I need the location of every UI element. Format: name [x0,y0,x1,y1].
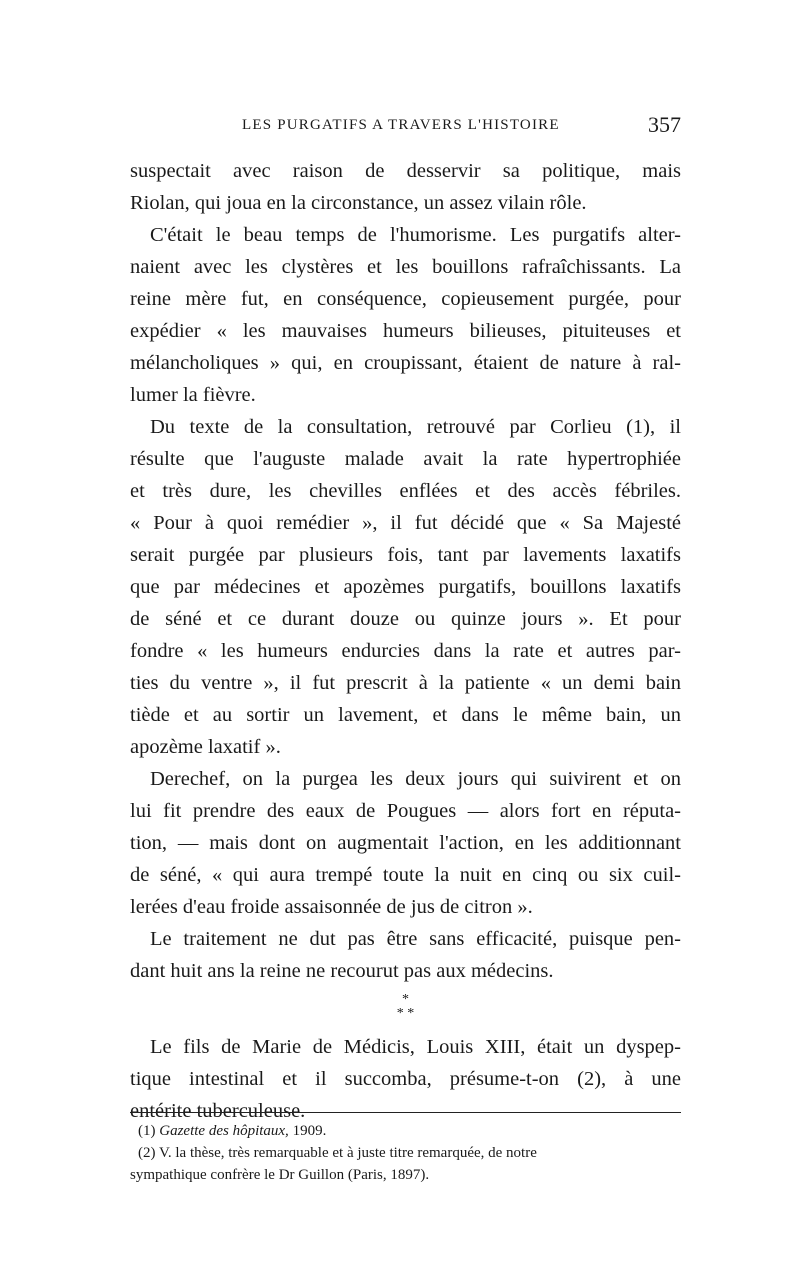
footnote-rule [130,1112,681,1113]
text-line: résulte que l'auguste malade avait la rate hypertrophiée [130,448,681,470]
text-line: Riolan, qui joua en la circonstance, un assez vilain rôle. [130,192,587,214]
text-line: C'était le beau temps de l'humorisme. Les purgatifs alter- [150,224,681,246]
text-line: dant huit ans la reine ne recourut pas aux médecins. [130,960,554,982]
text-line: ties du ventre », il fut prescrit à la patiente « un demi bain [130,672,681,694]
footnotes [130,1120,681,1186]
dinkus-bottom: * * [396,1006,415,1021]
footnote-1-marker: (1) [138,1123,156,1139]
text-line: expédier « les mauvaises humeurs bilieuses, pituiteuses et [130,320,681,342]
text-line: lerées d'eau froide assaisonnée de jus de citron ». [130,896,533,918]
footnote-1-title: Gazette des hôpitaux, [159,1123,289,1139]
text-line: tique intestinal et il succomba, présume-t-on (2), à une [130,1068,681,1090]
text-line: mélancholiques » qui, en croupissant, étaient de nature à ral- [130,352,681,374]
text-line: tion, — mais dont on augmentait l'action, en les additionnant [130,832,681,854]
dinkus-top: * [402,992,409,1007]
footnote-2-line-2: sympathique confrère le Dr Guillon (Paris, 1897). [130,1167,430,1183]
footnote-2-line-1: (2) V. la thèse, très remarquable et à juste titre remarquée, de notre [138,1145,537,1161]
text-line: apozème laxatif ». [130,736,281,758]
text-line: fondre « les humeurs endurcies dans la rate et autres par- [130,640,681,662]
text-line: de séné, « qui aura trempé toute la nuit en cinq ou six cuil- [130,864,681,886]
text-line: « Pour à quoi remédier », il fut décidé que « Sa Majesté [130,512,681,534]
section-dinkus [130,987,681,1031]
text-line: Le traitement ne dut pas être sans efficacité, puisque pen- [150,928,681,950]
text-line: que par médecines et apozèmes purgatifs, bouillons laxatifs [130,576,681,598]
text-line: serait purgée par plusieurs fois, tant par lavements laxatifs [130,544,681,566]
text-line: entérite tuberculeuse. [130,1100,306,1122]
text-line: et très dure, les chevilles enflées et des accès fébriles. [130,480,681,502]
text-line: lui fit prendre des eaux de Pougues — alors fort en réputa- [130,800,681,822]
page-number: 357 [648,112,681,137]
text-line: Derechef, on la purgea les deux jours qui suivirent et on [150,768,681,790]
running-title: LES PURGATIFS A TRAVERS L'HISTOIRE [242,117,560,133]
footnote-1 [130,1120,681,1142]
text-line: reine mère fut, en conséquence, copieusement purgée, pour [130,288,681,310]
footnote-1-year: 1909. [292,1123,327,1139]
page-header [130,112,681,138]
body-text [130,155,681,1127]
text-line: suspectait avec raison de desservir sa politique, mais [130,160,681,182]
text-line: Le fils de Marie de Médicis, Louis XIII, était un dyspep- [150,1036,681,1058]
text-line: de séné et ce durant douze ou quinze jours ». Et pour [130,608,681,630]
text-line: lumer la fièvre. [130,384,256,406]
text-line: naient avec les clystères et les bouillons rafraîchissants. La [130,256,681,278]
text-line: Du texte de la consultation, retrouvé par Corlieu (1), il [150,416,681,438]
text-line: tiède et au sortir un lavement, et dans le même bain, un [130,704,681,726]
